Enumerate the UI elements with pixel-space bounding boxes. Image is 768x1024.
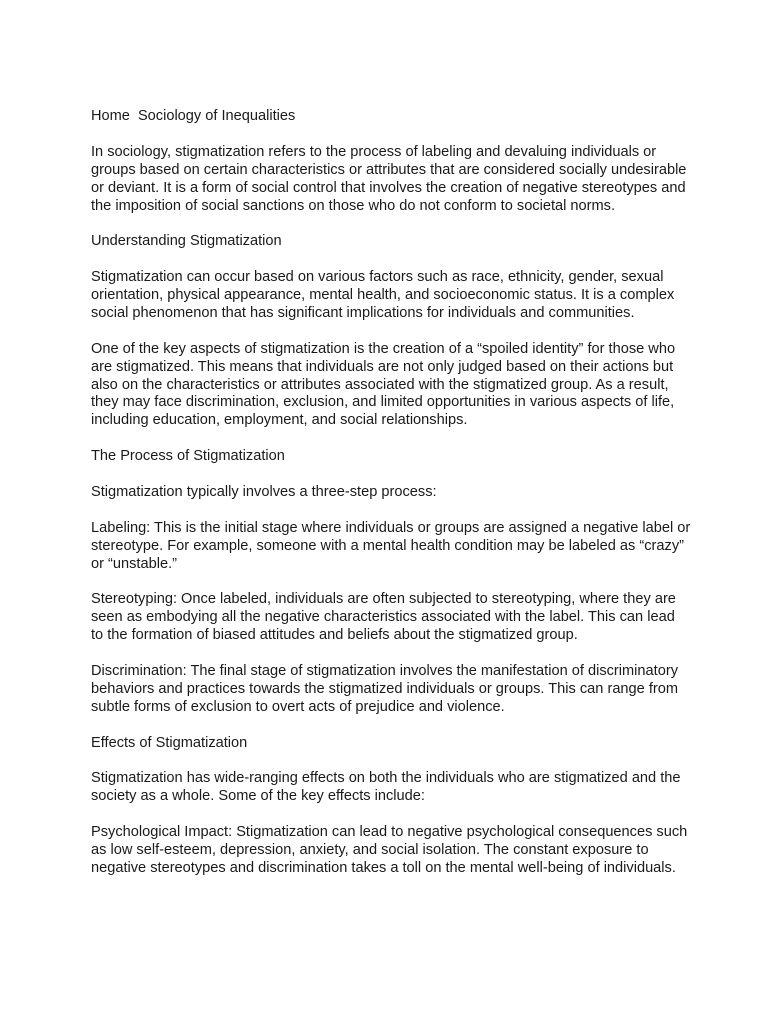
paragraph-discrimination: Discrimination: The final stage of stigmatization involves the manifestation of discriminatory behaviors and practices towards the stigmatized individuals or groups. This can range from subtle forms of exclusion to overt acts of prejudice and violence. — [91, 662, 679, 715]
paragraph-wide-ranging-effects: Stigmatization has wide-ranging effects on both the individuals who are stigmatized and the society as a whole. Some of the key effects include: — [91, 770, 681, 805]
intro-paragraph: In sociology, stigmatization refers to the process of labeling and devaluing individuals or groups based on certain characteristics or attributes that are considered socially undesirable or deviant. It is a form of social control that involves the creation of negative stereotypes and the imposition of social sanctions on those who do not conform to societal norms. — [91, 143, 687, 214]
heading-process-of-stigmatization: The Process of Stigmatization — [91, 448, 285, 465]
paragraph-three-step-process: Stigmatization typically involves a three-step process: — [91, 483, 437, 500]
paragraph-spoiled-identity: One of the key aspects of stigmatization is the creation of a “spoiled identity” for those who are stigmatized. This means that individuals are not only judged based on their actions but also on the characteristics or attributes associated with the stigmatized group. As a result, they may face discrimination, exclusion, and limited opportunities in various aspects of life, including education, employment, and social relationships. — [91, 340, 676, 429]
heading-effects-of-stigmatization: Effects of Stigmatization — [91, 734, 248, 751]
paragraph-stereotyping: Stereotyping: Once labeled, individuals are often subjected to stereotyping, where they are seen as embodying all the negative characteristics associated with the label. This can lead to the formation of biased attitudes and beliefs about the stigmatized group. — [91, 591, 676, 644]
document-body — [91, 108, 691, 896]
paragraph-factors: Stigmatization can occur based on various factors such as race, ethnicity, gender, sexual orientation, physical appearance, mental health, and socioeconomic status. It is a complex social phenomenon that has significant implications for individuals and communities. — [91, 269, 675, 321]
paragraph-labeling: Labeling: This is the initial stage where individuals or groups are assigned a negative label or stereotype. For example, someone with a mental health condition may be labeled as “crazy” or “unstable.” — [91, 519, 691, 572]
heading-understanding-stigmatization: Understanding Stigmatization — [91, 233, 282, 250]
breadcrumb-section: Sociology of Inequalities — [137, 108, 296, 124]
breadcrumb-home: Home — [91, 108, 130, 124]
breadcrumb — [91, 108, 691, 126]
paragraph-psychological-impact: Psychological Impact: Stigmatization can lead to negative psychological consequences such as low self-esteem, depression, anxiety, and social isolation. The constant exposure to negative stereotypes and discrimination takes a toll on the mental well-being of individuals. — [91, 824, 688, 876]
